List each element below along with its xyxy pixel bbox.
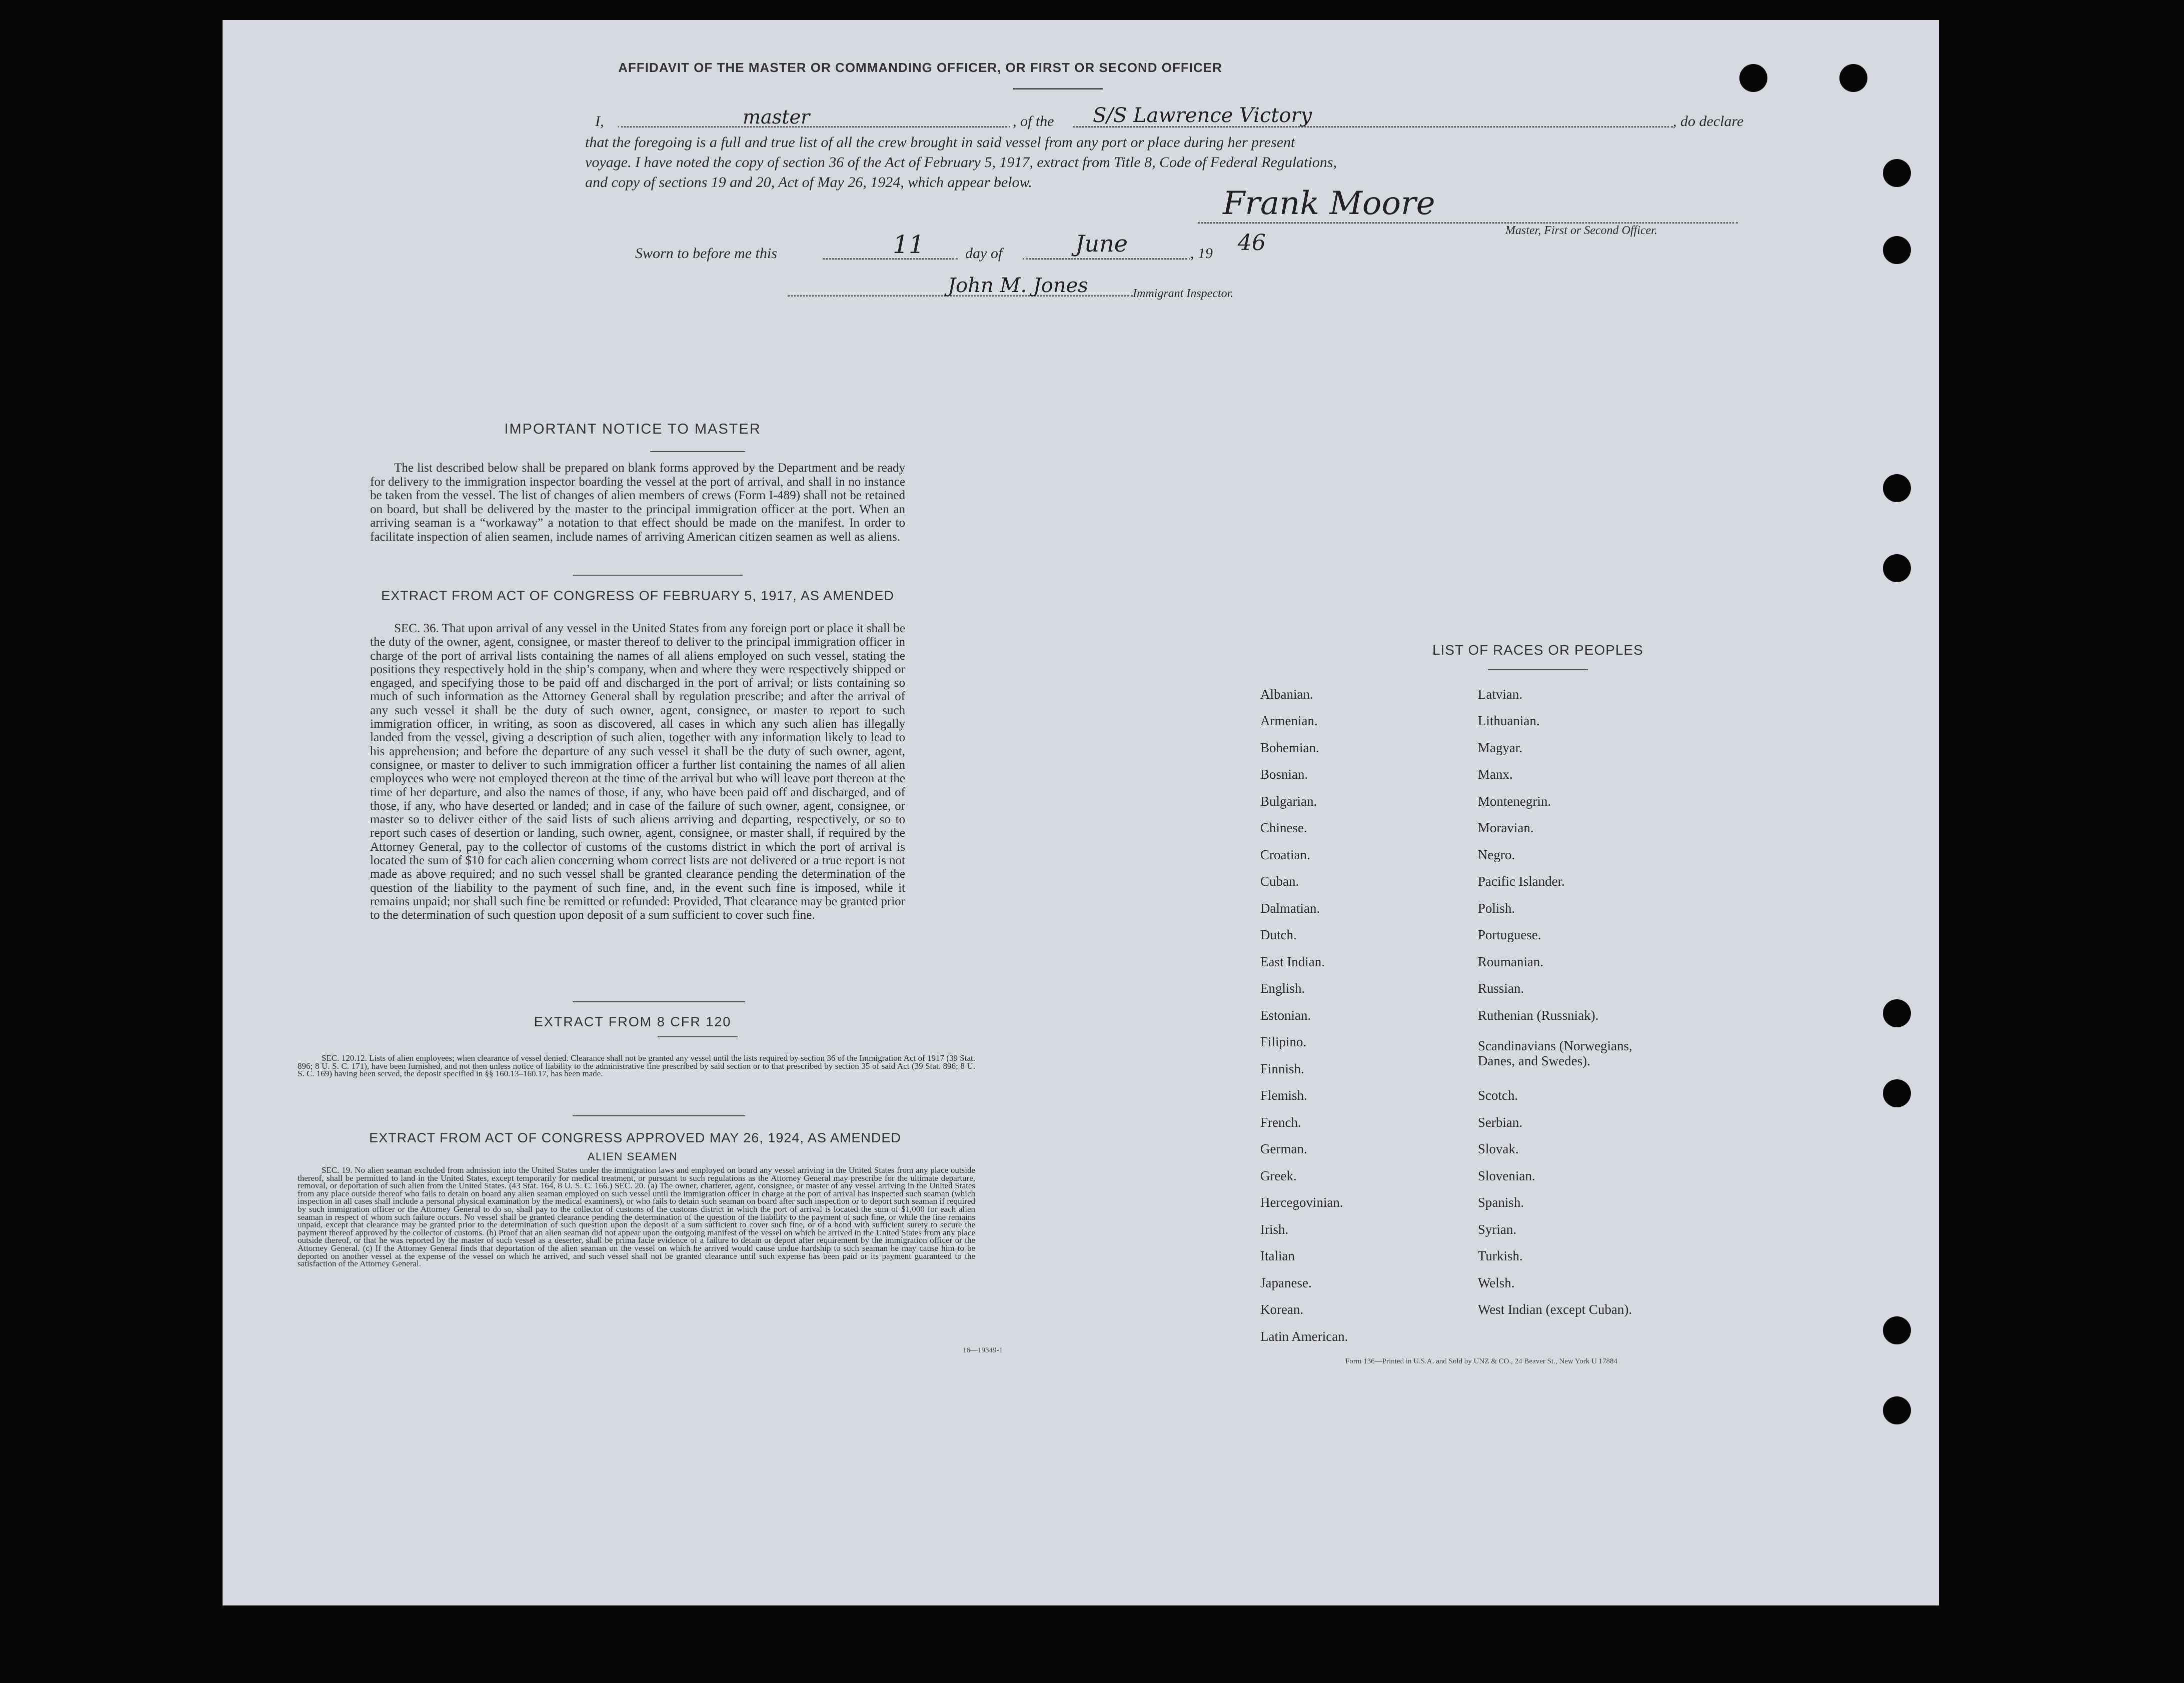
divider — [650, 451, 745, 452]
race-item: Armenian. — [1260, 713, 1318, 728]
extract-1924-text: SEC. 19. No alien seaman excluded from admission into the United States under the immigration laws and employed on board any vessel arriving in the United States from any place outside thereof, shall be permitted to land in the United States, except temporarily for medical treatment, or pursuant to such regulations as the Attorney General may prescribe for the ultimate departure, removal, or deportation of such alien from the United States. (43 Stat. 164, 8 U. S. C. 166.) SEC. 20. (a) The owner, charterer, agent, consignee, or master of any vessel arriving in the United States from any place outside thereof who fails to detain on board any alien seaman employed on such vessel until the immigration officer in charge at the port of arrival has inspected such seaman (which inspection in all cases shall include a personal physical examination by the medical examiners), or who fails to detain such seaman on board after such inspection or to deport such seaman if required by such immigration officer or the Attorney General to do so, shall pay to the collector of customs of the customs district in which the port of arrival is located the sum of $1,000 for each alien seaman in respect of whom such failure occurs. No vessel shall be granted clearance pending the determination of the question of the liability to the payment of such fine, or while the fine remains unpaid, except that clearance may be granted prior to the determination of such question upon the deposit of a sum sufficient to cover such fine, or of a bond with sufficient surety to secure the payment thereof approved by the collector of customs. (b) Proof that an alien seaman did not appear upon the outgoing manifest of the vessel on which he arrived in the United States from any place outside thereof, or that he was reported by the master of such vessel as a deserter, shall be prima facie evidence of a failure to detain or deport after requirement by the immigration officer or the Attorney General. (c) If the Attorney General finds that deportation of the alien seaman on the vessel on which he arrived would cause undue hardship to such seaman he may cause him to be deported on another vessel at the expense of the vessel on which he arrived, and such vessel shall not be granted clearance until such expense has been paid or its payment guaranteed to the satisfaction of the Attorney General. — [298, 1165, 975, 1269]
handwritten-year: 46 — [1238, 230, 1266, 256]
divider — [573, 1115, 745, 1116]
affidavit-line1-of-the: , of the — [1013, 113, 1054, 130]
race-item: Negro. — [1478, 847, 1515, 862]
affidavit-line3: voyage. I have noted the copy of section 36 of the Act of February 5, 1917, extract from Title 8, Code of Federal Regulations, — [585, 154, 1337, 171]
race-item: Albanian. — [1260, 687, 1313, 702]
race-item: Korean. — [1260, 1302, 1304, 1317]
extract-cfr-title: EXTRACT FROM 8 CFR 120 — [534, 1014, 732, 1029]
punch-hole — [1883, 236, 1911, 264]
document-page — [223, 20, 1939, 1605]
race-item: Irish. — [1260, 1222, 1289, 1237]
printer-footer: Form 136—Printed in U.S.A. and Sold by UNZ & CO., 24 Beaver St., New York U 17884 — [1345, 1357, 1618, 1365]
race-item: Turkish. — [1478, 1248, 1523, 1263]
race-item: Croatian. — [1260, 847, 1310, 862]
race-item: Chinese. — [1260, 820, 1307, 835]
race-item: Latvian. — [1478, 687, 1523, 702]
year-prefix: , 19 — [1190, 245, 1213, 262]
rank-line — [618, 126, 1010, 128]
extract-1924-title: EXTRACT FROM ACT OF CONGRESS APPROVED MAY 26, 1924, AS AMENDED — [369, 1130, 901, 1145]
handwritten-inspector: John M. Jones — [948, 274, 1088, 297]
handwritten-vessel: S/S Lawrence Victory — [1093, 104, 1312, 127]
race-item: Latin American. — [1260, 1329, 1348, 1344]
race-item: Dutch. — [1260, 927, 1297, 942]
races-title: LIST OF RACES OR PEOPLES — [1432, 642, 1643, 658]
race-item: Greek. — [1260, 1168, 1297, 1183]
affidavit-line1-suffix: , do declare — [1673, 113, 1744, 130]
handwritten-month: June — [1075, 230, 1128, 257]
punch-hole — [1739, 64, 1767, 92]
divider — [658, 1036, 738, 1037]
race-item: Ruthenian (Russniak). — [1478, 1008, 1599, 1023]
race-item: Bulgarian. — [1260, 794, 1317, 809]
race-item: Pacific Islander. — [1478, 874, 1565, 889]
punch-hole — [1883, 159, 1911, 187]
race-item: Serbian. — [1478, 1115, 1523, 1130]
race-item: Manx. — [1478, 767, 1513, 782]
race-item: Moravian. — [1478, 820, 1534, 835]
month-line — [1023, 258, 1190, 260]
punch-hole — [1883, 474, 1911, 502]
divider — [1013, 88, 1103, 90]
race-item: Scandinavians (Norwegians, Danes, and Swedes). — [1478, 1038, 1632, 1068]
race-item: Portuguese. — [1478, 927, 1541, 942]
race-item: Scotch. — [1478, 1088, 1518, 1103]
divider — [1488, 669, 1588, 670]
divider — [573, 1001, 745, 1002]
race-item: East Indian. — [1260, 954, 1325, 969]
punch-hole — [1883, 1396, 1911, 1424]
affidavit-line4: and copy of sections 19 and 20, Act of May 26, 1924, which appear below. — [585, 174, 1032, 191]
signature-line — [1198, 222, 1738, 224]
handwritten-signature: Frank Moore — [1223, 185, 1435, 222]
notice-text: The list described below shall be prepared on blank forms approved by the Department and be ready for delivery to the immigration inspector boarding the vessel at the port of arrival, and shall in no instance be taken from the vessel. The list of changes of alien members of crews (Form I-489) shall not be retained on board, but shall be delivered by the master to the principal immigration officer at the port. When an arriving seaman is a “workaway” a notation to that effect should be made on the manifest. In order to facilitate inspection of alien seamen, include names of arriving American citizen seamen as well as aliens. — [370, 461, 905, 544]
punch-hole — [1883, 1316, 1911, 1344]
affidavit-line2: that the foregoing is a full and true list of all the crew brought in said vessel from any port or place during her present — [585, 134, 1295, 151]
race-item: Spanish. — [1478, 1195, 1524, 1210]
extract-1924-subtitle: ALIEN SEAMEN — [587, 1150, 678, 1163]
race-item: Filipino. — [1260, 1034, 1307, 1049]
race-item: Finnish. — [1260, 1061, 1304, 1076]
punch-hole — [1883, 999, 1911, 1027]
signature-caption: Master, First or Second Officer. — [1505, 224, 1657, 237]
race-item: Lithuanian. — [1478, 713, 1540, 728]
sworn-prefix: Sworn to before me this — [635, 245, 777, 262]
race-item: West Indian (except Cuban). — [1478, 1302, 1632, 1317]
race-item: Estonian. — [1260, 1008, 1311, 1023]
divider — [573, 575, 743, 576]
race-item: Welsh. — [1478, 1275, 1515, 1290]
form-number: 16—19349-1 — [963, 1346, 1003, 1354]
race-item: Roumanian. — [1478, 954, 1544, 969]
race-item: Flemish. — [1260, 1088, 1307, 1103]
race-item: Magyar. — [1478, 740, 1523, 755]
race-item: Slovak. — [1478, 1141, 1519, 1156]
race-item: French. — [1260, 1115, 1301, 1130]
extract-1917-text: SEC. 36. That upon arrival of any vessel in the United States from any foreign port or place it shall be the duty of the owner, agent, consignee, or master thereof to deliver to the principal immigration officer in charge of the port of arrival lists containing the names of all aliens employed on such vessel, stating the positions they respectively hold in the ship’s company, when and where they were respectively shipped or engaged, and specifying those to be paid off and discharged in the port of arrival; or lists containing so much of such information as the Attorney General shall by regulation prescribe; and after the arrival of any such vessel it shall be the duty of such owner, agent, consignee, or master to report to such immigration officer, in writing, as soon as discovered, all cases in which any such alien has illegally landed from the vessel, giving a description of such alien, together with any information likely to lead to his apprehension; and before the departure of any such vessel it shall be the duty of such owner, agent, consignee, or master to deliver to such immigration officer a further list containing the names of all alien employees who were not employed thereon at the time of the arrival but who will leave port thereon at the time of her departure, and also the names of those, if any, who have been paid off and discharged, and of those, if any, who have deserted or landed; and in case of the failure of such owner, agent, consignee, or master so to deliver either of the said lists of such aliens arriving and departing, respectively, or so to report such cases of desertion or landing, such owner, agent, consignee, or master shall, if required by the Attorney General, pay to the collector of customs of the customs district in which the port of arrival is located the sum of $10 for each alien concerning whom correct lists are not delivered or a true report is not made as above required; and no such vessel shall be granted clearance pending the determination of the question of the liability to the payment of such fine, and, in the event such fine is imposed, while it remains unpaid; nor shall such fine be remitted or refunded: Provided, That clearance may be granted prior to the determination of such question upon deposit of a sum sufficient to cover such fine. — [370, 622, 905, 922]
race-item: Russian. — [1478, 981, 1524, 996]
day-of-label: day of — [965, 245, 1003, 262]
extract-cfr-text: SEC. 120.12. Lists of alien employees; when clearance of vessel denied. Clearance shall not be granted any vessel until the lists required by section 36 of the Immigration Act of 1917 (39 Stat. 896; 8 U. S. C. 171), have been furnished, and not then unless notice of liability to the administrative fine prescribed by said section or to that prescribed by section 35 of said Act (39 Stat. 896; 8 U. S. C. 169) having been served, the deposit specified in §§ 160.13–160.17, has been made. — [298, 1053, 975, 1078]
punch-hole — [1883, 1079, 1911, 1107]
race-item: Hercegovinian. — [1260, 1195, 1343, 1210]
race-item: Polish. — [1478, 901, 1515, 916]
race-item: Japanese. — [1260, 1275, 1312, 1290]
race-item: Dalmatian. — [1260, 901, 1320, 916]
race-item: Italian — [1260, 1248, 1295, 1263]
punch-hole — [1883, 554, 1911, 582]
handwritten-day: 11 — [893, 230, 925, 259]
race-item: Slovenian. — [1478, 1168, 1535, 1183]
extract-1917-title: EXTRACT FROM ACT OF CONGRESS OF FEBRUARY 5, 1917, AS AMENDED — [381, 588, 894, 603]
handwritten-rank: master — [743, 106, 810, 128]
affidavit-title: AFFIDAVIT OF THE MASTER OR COMMANDING OFFICER, OR FIRST OR SECOND OFFICER — [618, 60, 1222, 75]
race-item: Bohemian. — [1260, 740, 1319, 755]
race-item: Bosnian. — [1260, 767, 1308, 782]
punch-hole — [1839, 64, 1867, 92]
day-line — [823, 258, 958, 260]
race-item: English. — [1260, 981, 1305, 996]
inspector-caption: Immigrant Inspector. — [1133, 287, 1234, 300]
race-item: German. — [1260, 1141, 1307, 1156]
notice-title: IMPORTANT NOTICE TO MASTER — [504, 421, 761, 437]
affidavit-line1-prefix: I, — [595, 113, 604, 130]
race-item: Cuban. — [1260, 874, 1299, 889]
race-item: Montenegrin. — [1478, 794, 1551, 809]
race-item: Syrian. — [1478, 1222, 1517, 1237]
